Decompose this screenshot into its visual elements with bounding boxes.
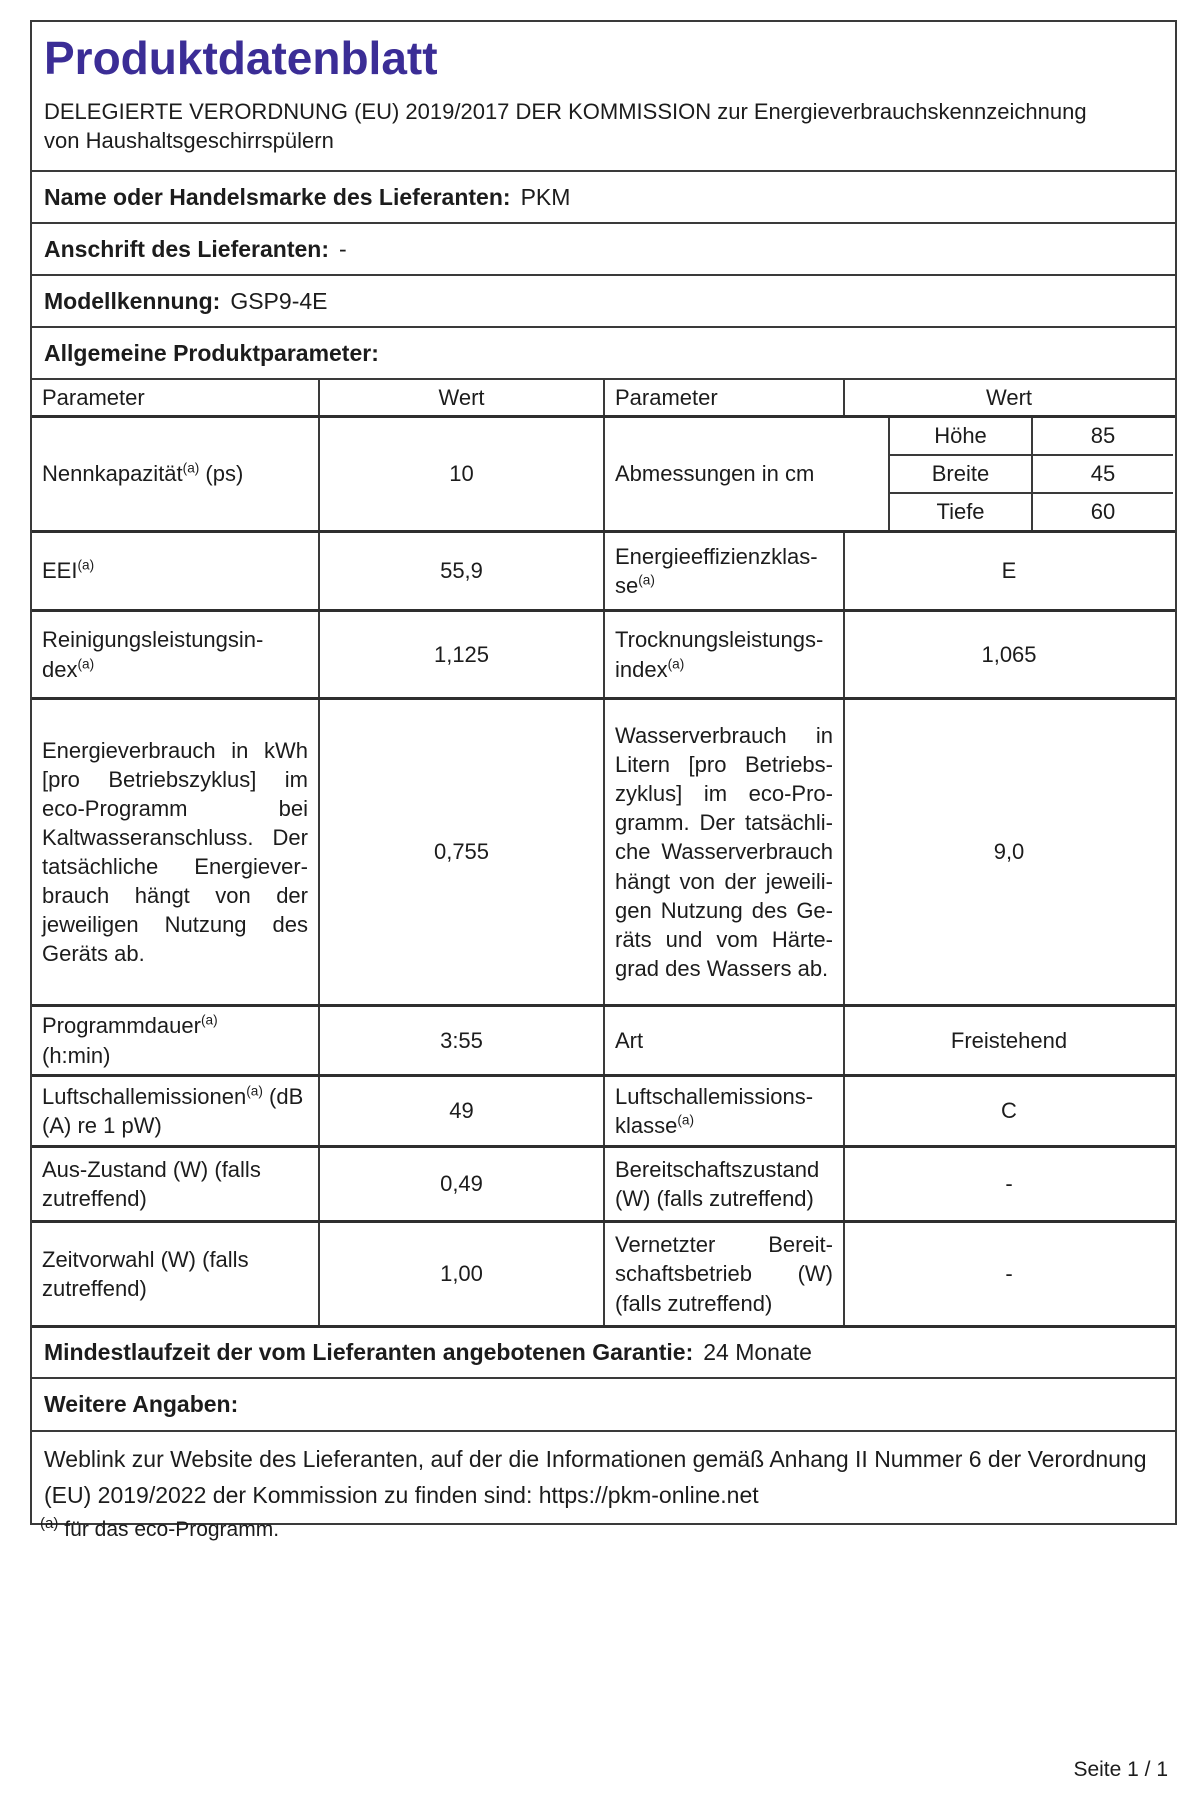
- param-type-value: Freistehend: [843, 1007, 1173, 1074]
- dimensions-cell: [603, 418, 1173, 530]
- param-drying-index-label: Trocknungsleistungsindex$^{(a)}$: [603, 612, 843, 697]
- param-off-mode-value: 0,49: [318, 1148, 603, 1220]
- param-type-label: Art: [603, 1007, 843, 1074]
- page-title: Produktdatenblatt: [44, 32, 438, 84]
- supplier-name-value: PKM: [520, 183, 571, 210]
- weblink-url[interactable]: https://pkm-online.net: [538, 1481, 759, 1508]
- table-row: [890, 418, 1173, 454]
- header-wert-right: Wert: [843, 380, 1173, 415]
- supplier-address-value: -: [339, 235, 347, 262]
- header-wert-left: Wert: [318, 380, 603, 415]
- table-row: [32, 1074, 1175, 1145]
- param-energy-consumption-label: Energieverbrauch in kWh [pro Betriebszyklus] im eco-Programm bei Kaltwasseranschluss. Der tatsächliche Energieverbrauch hängt von der jeweiligen Nutzung des Geräts ab.: [42, 737, 308, 967]
- dim-height-value: 85: [1031, 418, 1173, 454]
- dim-width-label: Breite: [931, 461, 990, 487]
- footnote-marker: (a): [40, 1515, 59, 1532]
- param-energy-class-value: E: [843, 533, 1173, 609]
- table-row: [32, 697, 1175, 1004]
- param-networked-standby-value: -: [843, 1223, 1173, 1325]
- model-id-value: GSP9-4E: [230, 287, 328, 314]
- table-row: [32, 609, 1175, 697]
- table-row: [32, 1145, 1175, 1220]
- param-drying-index-value: 1,065: [843, 612, 1173, 697]
- supplier-address-label: Anschrift des Lieferanten:: [44, 235, 329, 262]
- warranty-label: Mindestlaufzeit der vom Lieferanten angebotenen Garantie:: [44, 1339, 694, 1365]
- warranty-value: 24 Monate: [703, 1339, 812, 1365]
- weblink-text: Weblink zur Website des Lieferanten, auf der die Informationen gemäß Anhang II Nummer 6 der Verordnung (EU) 2019/2022 der Kommission zu finden sind:: [44, 1446, 1147, 1508]
- header-parameter-left: Parameter: [42, 384, 145, 410]
- model-id-row: [32, 274, 1175, 326]
- title-block: [32, 22, 1175, 170]
- table-row: [890, 454, 1173, 492]
- datasheet-table: [30, 20, 1177, 1525]
- table-row: [32, 530, 1175, 609]
- page-indicator: Seite 1 / 1: [1073, 1758, 1168, 1781]
- param-delay-start-value: 1,00: [318, 1223, 603, 1325]
- param-noise-class-label: Luftschallemissionsklasse$^{(a)}$: [603, 1077, 843, 1145]
- param-standby-value: -: [843, 1148, 1173, 1220]
- param-duration-label: Programmdauer$^{(a)}$ (h:min): [42, 1013, 218, 1068]
- grid-header-row: [32, 378, 1175, 415]
- header-parameter-right: Parameter: [603, 380, 843, 415]
- param-noise-class-value: C: [843, 1077, 1173, 1145]
- table-row: [32, 415, 1175, 530]
- param-networked-standby-label: Vernetzter Bereitschaftsbetrieb (W) (falls zutreffend): [603, 1223, 843, 1325]
- param-cleaning-index-label: Reinigungsleistungsindex$^{(a)}$: [42, 627, 264, 682]
- param-noise-label: Luftschallemissionen$^{(a)}$ (dB (A) re 1 pW): [42, 1083, 304, 1138]
- dimensions-label: Abmessungen in cm: [603, 418, 888, 530]
- general-parameters-row: [32, 326, 1175, 378]
- param-cleaning-index-value: 1,125: [318, 612, 603, 697]
- weblink-row: [32, 1430, 1175, 1523]
- footnote: [40, 1515, 280, 1542]
- supplier-name-row: [32, 170, 1175, 222]
- supplier-name-label: Name oder Handelsmarke des Lieferanten:: [44, 183, 511, 210]
- model-id-label: Modellkennung:: [44, 287, 221, 314]
- param-eei-label: EEI$^{(a)}$: [42, 558, 95, 584]
- dim-height-label: Höhe: [934, 423, 987, 449]
- regulation-subtitle: DELEGIERTE VERORDNUNG (EU) 2019/2017 DER KOMMISSION zur Energieverbrauchskennzeichnung von Haushaltsgeschirrspülern: [44, 98, 1087, 154]
- table-row: [890, 492, 1173, 530]
- param-noise-value: 49: [318, 1077, 603, 1145]
- param-energy-consumption-value: 0,755: [318, 700, 603, 1004]
- dim-width-value: 45: [1031, 456, 1173, 492]
- param-eei-value: 55,9: [318, 533, 603, 609]
- param-energy-class-label: Energieeffizienzklasse$^{(a)}$: [603, 533, 843, 609]
- general-parameters-label: Allgemeine Produktparameter:: [44, 339, 379, 366]
- param-delay-start-label: Zeitvorwahl (W) (falls zutreffend): [42, 1246, 249, 1301]
- dimensions-subtable: [888, 418, 1173, 530]
- param-off-mode-label: Aus-Zustand (W) (falls zutreffend): [42, 1156, 261, 1211]
- warranty-row: [32, 1325, 1175, 1377]
- dim-depth-label: Tiefe: [936, 499, 985, 525]
- param-duration-value: 3:55: [318, 1007, 603, 1074]
- footnote-text: für das eco-Programm.: [58, 1518, 280, 1541]
- dim-depth-value: 60: [1031, 494, 1173, 530]
- param-standby-label: Bereitschaftszustand (W) (falls zutreffend): [603, 1148, 843, 1220]
- supplier-address-row: [32, 222, 1175, 274]
- table-row: [32, 1220, 1175, 1325]
- param-water-consumption-value: 9,0: [843, 700, 1173, 1004]
- more-info-row: [32, 1377, 1175, 1430]
- more-info-label: Weitere Angaben:: [44, 1391, 239, 1417]
- param-capacity-label: Nennkapazität$^{(a)}$ (ps): [42, 461, 244, 487]
- param-capacity-value: 10: [318, 418, 603, 530]
- param-water-consumption-label: Wasserverbrauch in Litern [pro Betriebszyklus] im eco-Programm. Der tatsächliche Wasserverbrauch hängt von der jeweiligen Nutzung des Geräts und vom Härtegrad des Wassers ab.: [603, 700, 843, 1004]
- table-row: [32, 1004, 1175, 1074]
